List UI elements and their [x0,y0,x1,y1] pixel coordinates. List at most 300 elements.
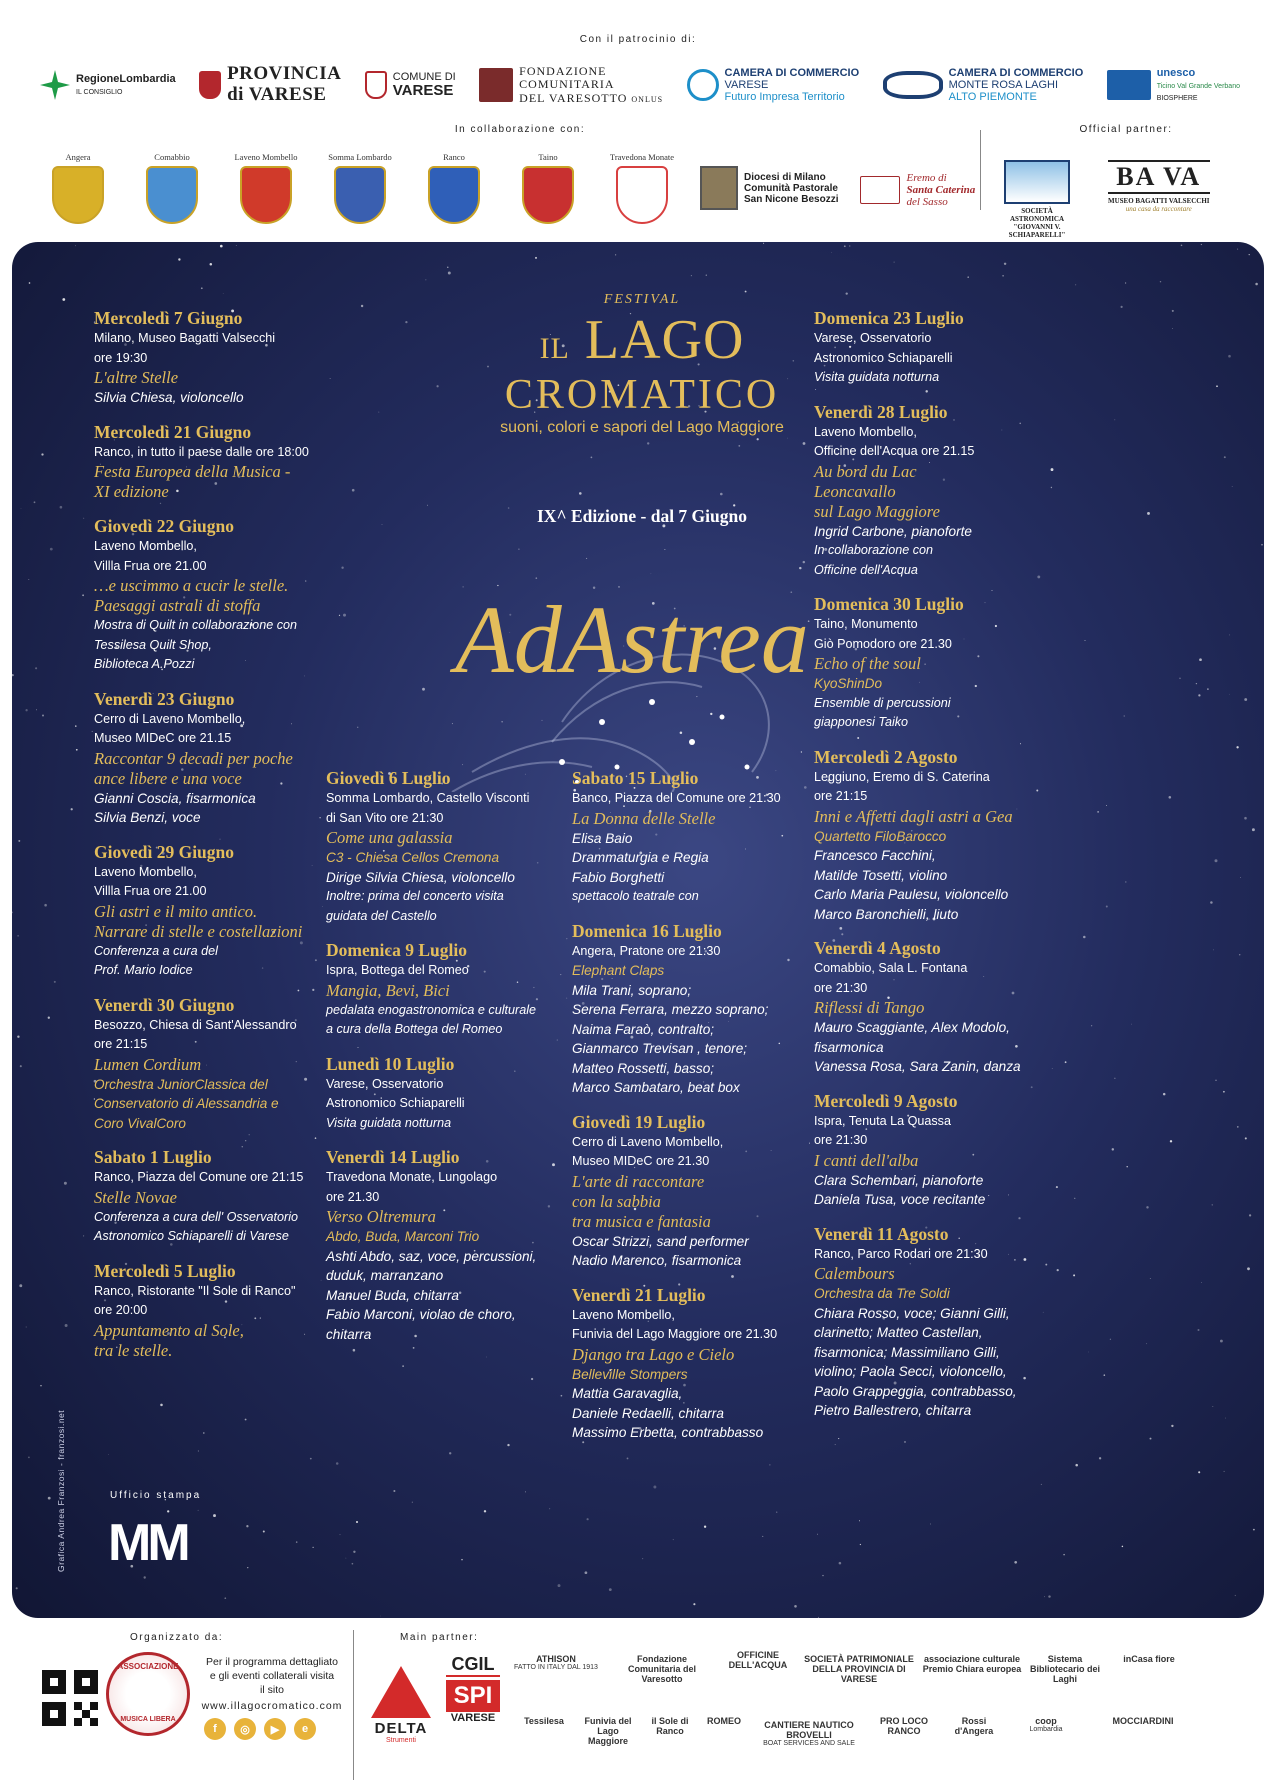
instagram-icon[interactable]: ◎ [234,1718,256,1740]
star [62,298,65,301]
star [1014,1561,1017,1564]
event-performer: Paolo Grappeggia, contrabbasso, [814,1383,1017,1399]
partner-logo [612,1654,712,1688]
event-title: Inni e Affetti dagli astri a Gea [814,806,1013,826]
patron-sub: Ticino Val Grande Verbano [1156,82,1240,90]
star [844,245,846,247]
bagatti-wordmark: BA VA [1108,160,1210,194]
comune-laveno [230,140,302,224]
event-location: Banco, Piazza del Comune ore 21:30 [572,791,781,805]
theme-title: AdAstrea [455,586,809,693]
organized-label: Organizzato da: [130,1632,224,1643]
star [1224,456,1226,458]
star [1197,1329,1199,1331]
event-block [572,1285,808,1443]
star [1171,1425,1173,1427]
info-line: il sito [260,1684,284,1696]
event-location: Angera, Pratone ore 21:30 [572,943,721,958]
event-performer: Daniela Tusa, voce recitante [814,1192,986,1207]
star [1213,950,1214,951]
star [967,276,969,278]
star [525,1491,526,1492]
event-performer: Vanessa Rosa, Sara Zanin, danza [814,1059,1021,1074]
star [1244,698,1247,701]
event-title: Riflessi di Tango [814,998,925,1017]
delta-triangle-icon [371,1666,431,1718]
star [1181,245,1183,247]
star [108,1454,109,1455]
event-performer: Francesco Facchini, [814,848,936,863]
star [310,1458,312,1460]
event-performer: fisarmonica; Massimiliano Gilli, [814,1344,1000,1360]
star [642,1558,643,1559]
star [1160,281,1161,282]
partner-name: inCasa fiore [1123,1654,1175,1664]
star [1099,1457,1101,1459]
star [587,1518,589,1520]
event-date: Venerdì 14 Luglio [326,1147,460,1167]
spi-wordmark: SPI [446,1680,500,1712]
comune-ranco [418,140,490,224]
star [1237,1126,1239,1128]
event-performer: Silvia Benzi, voce [94,810,201,825]
partner-logo [582,1716,634,1760]
info-line: e gli eventi collaterali visita [209,1670,335,1682]
camera-commercio-monterosa-logo [883,67,1084,103]
star [484,1510,486,1512]
star [346,1558,347,1559]
star [1048,1595,1050,1597]
event-title: tra le stelle. [94,1340,173,1360]
star [48,1497,51,1500]
event-ensemble: Abdo, Buda, Marconi Trio [326,1229,480,1244]
camera-commercio-emblem-icon [687,69,719,101]
star [1249,254,1250,255]
star [558,1584,561,1587]
event-title: sul Lago Maggiore [814,501,940,521]
comune-shield-icon [428,166,480,224]
star [82,594,84,596]
star [223,293,224,294]
star [794,1605,797,1608]
event-date: Mercoledì 2 Agosto [814,746,958,767]
star [41,453,43,455]
festival-tagline: suoni, colori e sapori del Lago Maggiore [500,419,784,436]
comune-shield-icon [52,166,104,224]
social-links [204,1718,316,1740]
star [1199,658,1202,661]
partner-label: SOCIETÀ ASTRONOMICA "GIOVANNI V. SCHIAPARELLI" [1008,207,1066,239]
event-location: Museo MIDeC ore 21.30 [572,1154,710,1168]
event-title: Django tra Lago e Cielo [572,1344,735,1364]
event-note: Conferenza a cura del [94,943,218,958]
star [839,1562,842,1565]
event-block [326,1147,562,1344]
comune-somma [324,140,396,224]
star [838,1438,839,1439]
patron-name: unesco [1156,66,1196,79]
event-performer: Gianmarco Trevisan , tenore; [572,1041,748,1056]
patronage-label: Con il patrocinio di: [579,34,697,45]
event-ensemble: Coro VivalCoro [94,1115,186,1131]
comune-name: Ranco [443,152,465,162]
star [1247,1267,1250,1270]
event-note: Visita guidata notturna [814,370,940,384]
event-note: Officine dell'Acqua [814,562,918,577]
partner-sub: FATTO IN ITALY DAL 1913 [514,1664,598,1671]
event-note: guidata del Castello [326,908,437,923]
star [1104,1374,1106,1376]
star [1225,1418,1226,1419]
event-ensemble: Conservatorio di Alessandria e [94,1096,279,1111]
event-title: Verso Oltremura [326,1207,436,1226]
star [1073,1274,1075,1276]
star [198,1451,199,1452]
partner-name: Funivia del Lago Maggiore [584,1716,632,1746]
patron-sub: VARESE [392,81,454,99]
youtube-icon[interactable]: ▶ [264,1718,286,1740]
press-office-wordmark: MM [108,1514,187,1570]
comune-shield-icon [334,166,386,224]
star [787,438,788,439]
qr-code-icon[interactable] [42,1670,98,1726]
event-performer: Daniele Redaelli, chitarra [572,1405,724,1421]
event-performer: Fabio Marconi, violao de choro, [326,1307,516,1322]
star [835,1444,836,1445]
website-icon[interactable]: e [294,1718,316,1740]
star [1198,694,1200,696]
event-note: Conferenza a cura dell' Osservatorio [94,1209,299,1224]
event-location: Funivia del Lago Maggiore ore 21.30 [572,1327,778,1341]
star [1146,1206,1148,1208]
star [405,321,407,323]
event-block [94,516,374,675]
partner-logo [720,1650,796,1690]
patron-name: COMUNE DI [392,70,456,83]
star [340,1534,341,1535]
events-column-3 [572,768,808,1457]
event-performer: Massimo Erbetta, contrabbasso [572,1425,764,1440]
event-block [326,940,562,1040]
event-location: Besozzo, Chiesa di Sant'Alessandro [94,1017,297,1032]
provincia-shield-icon [199,71,221,99]
star [567,938,568,939]
event-performer: Carlo Maria Paulesu, violoncello [814,887,1009,902]
star [1239,954,1240,955]
star [29,282,31,284]
event-block [814,938,1064,1077]
star [1210,901,1213,904]
event-location: Museo MIDeC ore 21.15 [94,731,232,745]
event-ensemble: Elephant Claps [572,963,665,978]
star [60,506,63,509]
diocesi-logo [700,166,838,210]
festival-logo [482,292,802,437]
partner-name: il Sole di Ranco [651,1716,689,1736]
partner-name: coop [1035,1716,1057,1726]
event-location: ore 21:30 [814,1133,868,1147]
star [1237,249,1238,250]
patron-sub: ONLUS [631,94,664,104]
star [904,1441,905,1442]
star [1114,1078,1115,1079]
partner-logo [754,1720,864,1756]
star [245,1419,247,1421]
star [19,1284,22,1287]
event-performer: clarinetto; Matteo Castellan, [814,1325,983,1340]
event-date: Giovedì 6 Luglio [326,768,451,788]
event-title: L'altre Stelle [94,368,179,387]
star [18,840,20,842]
official-partners [1000,160,1210,239]
event-block [814,402,1064,581]
event-location: Villla Frua ore 21.00 [94,558,207,573]
event-note: spettacolo teatrale con [572,889,699,903]
cgil-varese: VARESE [450,1712,496,1724]
comune-name: Taino [538,152,558,162]
star [378,412,379,413]
comune-shield-icon [365,71,387,99]
star [380,1616,381,1617]
event-performer: Nadio Marenco, fisarmonica [572,1253,742,1268]
facebook-icon[interactable]: f [204,1718,226,1740]
star [447,267,448,268]
star [1244,817,1247,820]
star [1146,1343,1147,1344]
star [1172,310,1174,312]
star [769,1464,770,1465]
star [846,292,848,294]
event-block [94,422,374,503]
patron-sub: DEL VARESOTTO [519,90,628,105]
star [859,1520,860,1521]
event-performer: Naima Faraò, contralto; [572,1021,715,1037]
partner-logo [1088,1716,1198,1760]
comune-taino [512,140,584,224]
star [1198,1471,1200,1473]
star [653,1486,656,1489]
event-title: Narrare di stelle e costellazioni [94,921,303,941]
event-location: Somma Lombardo, Castello Visconti [326,791,530,805]
partner-logo [874,1716,934,1760]
star [17,935,18,936]
star [75,245,76,246]
star [296,1541,297,1542]
star [704,1526,706,1528]
event-location: Ranco, Parco Rodari ore 21:30 [814,1246,988,1261]
star [16,1587,18,1589]
comune-angera [42,140,114,224]
unesco-temple-icon [1107,70,1151,100]
star [831,252,832,253]
star [1215,859,1218,862]
graphic-credit-text: Grafica Andrea Franzosi - franzosi.net [56,1409,66,1572]
star [17,1035,19,1037]
event-location: Ranco, in tutto il paese dalle ore 18:00 [94,444,309,459]
event-performer: violino; Paola Secci, violoncello, [814,1364,1007,1379]
event-location: ore 21:15 [814,789,868,803]
patron-name: PROVINCIA [227,63,342,85]
eremo-building-icon [860,176,900,204]
provincia-varese-logo [199,64,341,106]
partner-logo [514,1654,598,1688]
star [930,1524,931,1525]
diocesi-line: San Nicone Besozzi [744,193,839,205]
star [353,1551,355,1553]
star [247,1567,248,1568]
event-performer: Serena Ferrara, mezzo soprano; [572,1002,769,1017]
press-office-label: Ufficio stampa [110,1490,202,1501]
star [1002,275,1004,277]
star [28,579,29,580]
event-block [326,768,562,926]
event-date: Mercoledì 9 Agosto [814,1090,958,1111]
partner-name: Sistema Bibliotecario dei Laghi [1030,1654,1101,1684]
event-date: Domenica 16 Luglio [572,920,722,941]
event-performer: Dirige Silvia Chiesa, violoncello [326,869,515,885]
star [1150,1438,1152,1440]
star [1112,1148,1114,1150]
star [427,505,428,506]
event-ensemble: Orchestra JuniorClassica del [94,1076,268,1092]
star [776,1512,777,1513]
event-performer: fisarmonica [814,1039,884,1055]
star [144,1576,146,1578]
comune-comabbio [136,140,208,224]
event-performer: Matteo Rossetti, basso; [572,1060,715,1076]
star [1201,1282,1202,1283]
event-note: giapponesi Taiko [814,715,909,729]
star [34,501,36,503]
event-title: Raccontar 9 decadi per poche [94,748,293,768]
star [1106,905,1108,907]
comune-shield-icon [146,166,198,224]
event-location: Cerro di Laveno Mombello, [94,711,246,726]
star [71,808,73,810]
partner-logo [644,1716,696,1760]
star [1240,877,1241,878]
partner-logo [1110,1654,1188,1688]
star [860,1544,861,1545]
star [818,1617,819,1618]
sponsor-header [0,0,1276,240]
event-note: Biblioteca A.Pozzi [94,657,195,671]
patron-sub: MONTE ROSA LAGHI [948,78,1059,91]
star [436,385,438,387]
star [1253,1529,1255,1531]
star [615,254,616,255]
star [1228,355,1231,358]
website-link[interactable]: www.illagocromatico.com [201,1700,343,1712]
star [426,280,427,281]
patron-sub: BIOSPHERE [1156,95,1198,103]
patron-name: CAMERA DI COMMERCIO [948,66,1084,79]
event-performer: Matilde Tosetti, violino [814,867,948,883]
star [1122,1546,1124,1548]
event-note: Astronomico Schiaparelli di Varese [94,1229,289,1243]
unesco-biosphere-logo [1107,67,1240,103]
event-performer: Clara Schembari, pianoforte [814,1172,984,1188]
star [1075,1464,1078,1467]
star [1172,328,1173,329]
star [1083,936,1086,939]
comune-shield-icon [240,166,292,224]
star [35,667,37,669]
event-block [814,308,1064,388]
cgil-spi-logo [446,1654,500,1724]
press-office-logo [104,1510,214,1570]
camera-commercio-varese-logo [687,67,860,103]
star [28,1457,30,1459]
event-date: Giovedì 29 Giugno [94,841,235,862]
star [42,715,44,717]
star [1126,1166,1127,1167]
star [382,524,383,525]
event-title: tra musica e fantasia [572,1211,711,1231]
star [1223,1091,1225,1093]
event-location: Laveno Mombello, [814,424,917,439]
star [720,493,723,496]
partner-logo [804,1654,914,1688]
star [561,1395,563,1397]
event-performer: duduk, marranzano [326,1268,444,1283]
star [762,1536,763,1537]
star [1215,1080,1216,1081]
event-location: Giò Pomodoro ore 21.30 [814,636,952,651]
event-block [94,308,374,408]
diocesi-line: Comunità Pastorale [744,182,838,194]
star [822,1575,823,1576]
partner-name: SOCIETÀ PATRIMONIALE DELLA PROVINCIA DI VARESE [804,1654,914,1684]
star [1170,1140,1172,1142]
event-performer: Marco Sambataro, beat box [572,1080,740,1095]
star [92,731,93,732]
event-location: Laveno Mombello, [572,1307,675,1322]
event-location: Travedona Monate, Lungolago [326,1170,498,1184]
star [76,749,78,751]
star [1212,1406,1213,1407]
event-note: Mostra di Quilt in collaborazione con [94,618,298,632]
event-performer: Chiara Rosso, voce; Gianni Gilli, [814,1305,1010,1321]
event-title: Echo of the soul [814,654,921,673]
star [449,1452,451,1454]
star [1091,1025,1092,1026]
partner-name: associazione culturale Premio Chiara europea [922,1654,1022,1674]
event-title: I canti dell'alba [814,1150,919,1170]
partner-name: ATHISON [536,1654,576,1664]
star [809,1143,810,1144]
regione-lombardia-emblem-icon [40,70,70,100]
event-location: Laveno Mombello, [94,864,197,879]
event-date: Venerdì 4 Agosto [814,938,941,958]
event-block [814,1224,1064,1421]
star [693,1603,695,1605]
fondazione-comunitaria-logo [479,65,663,105]
event-location: Varese, Osservatorio [814,331,932,345]
star [1097,811,1099,813]
event-location: Astronomico Schiaparelli [326,1096,465,1110]
delta-strumenti-logo [368,1666,434,1744]
assoc-line: ASSOCIAZIONE [117,1662,179,1671]
event-location: Ranco, Ristorante "Il Sole di Ranco" [94,1283,296,1298]
star [1236,746,1238,748]
star [54,981,56,983]
event-date: Domenica 9 Luglio [326,940,467,960]
event-title: Leoncavallo [814,481,896,501]
star [224,1597,226,1599]
event-location: di San Vito ore 21:30 [326,810,444,825]
event-block [814,747,1064,925]
